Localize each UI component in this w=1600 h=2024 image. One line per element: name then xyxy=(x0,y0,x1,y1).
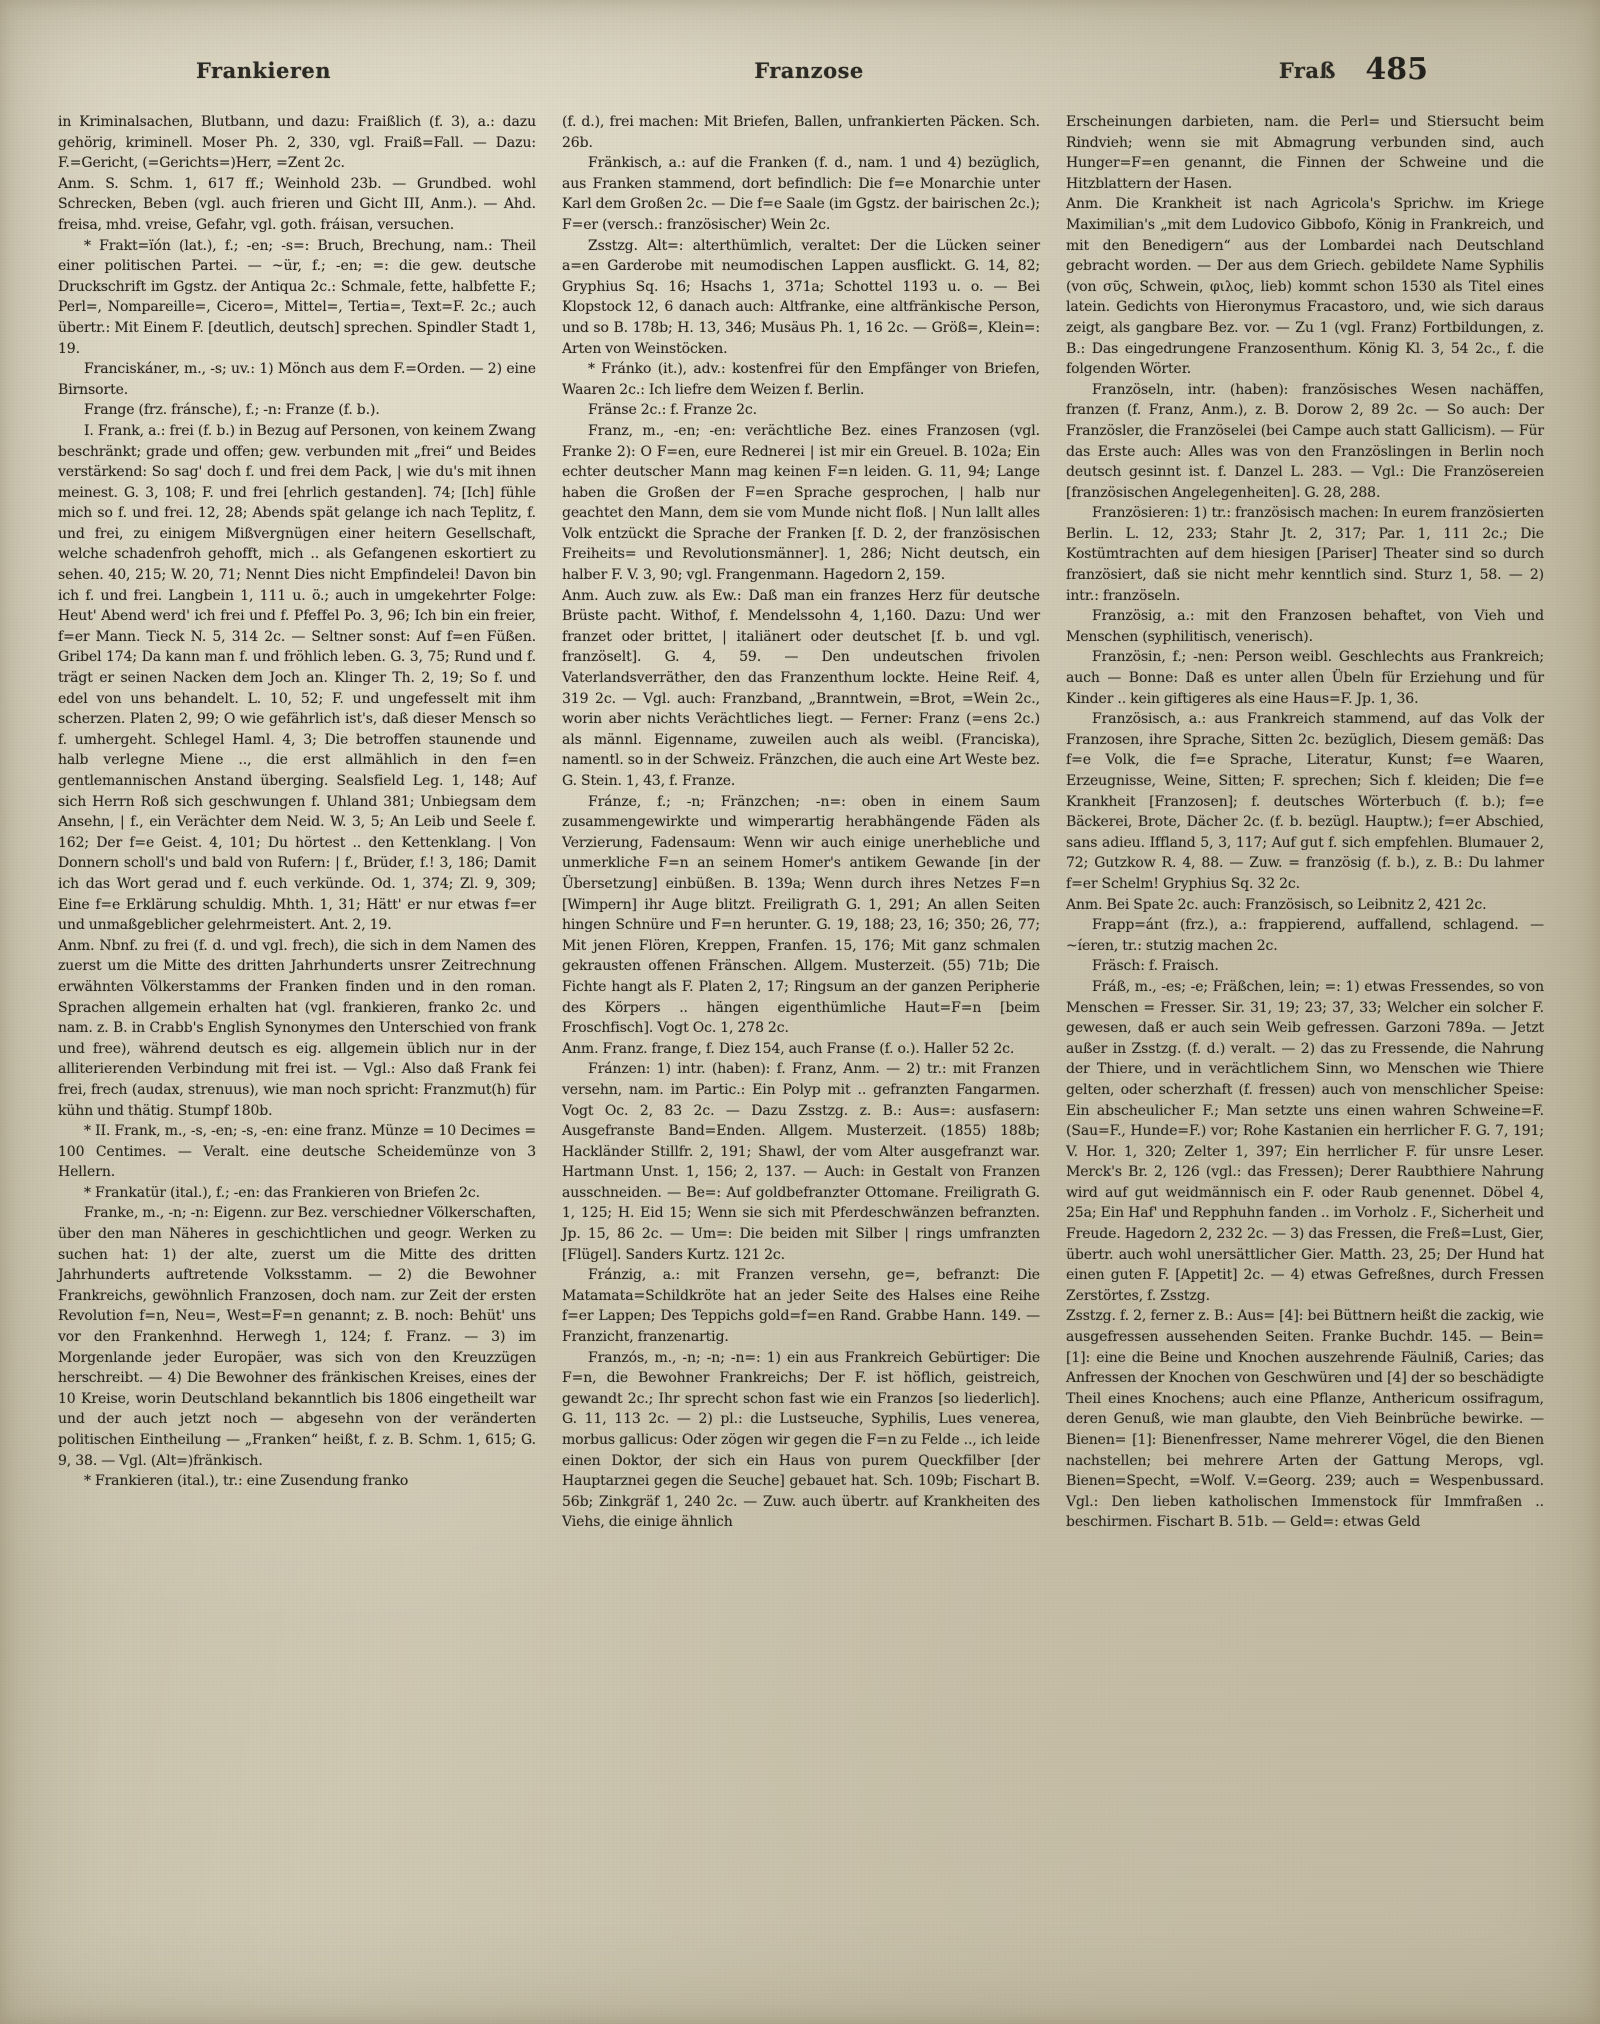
page-number: 485 xyxy=(1365,52,1428,87)
paragraph-note: Anm. S. Schm. 1, 617 ff.; Weinhold 23b. — Grundbed. wohl Schrecken, Beben (vgl. auch frieren und Gicht III, Anm.). — Ahd. freisa, mhd. vreise, Gefahr, vgl. goth. fráisan, versuchen. xyxy=(58,175,536,233)
entry-paragraph: Fränse 2c.: f. Franze 2c. xyxy=(588,402,758,419)
paragraph-note: Anm. Die Krankheit ist nach Agricola's Sprichw. im Kriege Maximilian's „mit dem Ludovico Gibbofo, König in Frankreich, und mit den Benedigern“ aus der Lombardei nach Deutschland gebracht worden. — Der aus dem Griech. gebildete Name Syphilis (von σῦς, Schwein, φιλος, lieb) kommt schon 1530 als Titel eines latein. Gedichts von Hieronymus Fracastoro, und, wie sich daraus zeigt, als gangbare Bez. vor. — Zu 1 (vgl. Franz) Fortbildungen, z. B.: Das eingedrungene Franzosenthum. König Kl. 3, 54 2c., f. die folgenden Wörter. xyxy=(1066,196,1544,378)
paragraph-note: Zsstzg. f. 2, ferner z. B.: Aus= [4]: bei Büttnern heißt die zackig, wie ausgefressen aussehenden Seiten. Franke Buchdr. 145. — Bein= [1]: eine die Beine und Knochen auszehrende Fäulniß, Caries; das Anfressen der Knochen von Geschwüren und [4] der so beschädigte Theil eines Knochens; auch eine Pflanze, Anthericum ossifragum, deren Genuß, wie man glaubte, den Vieh Beinbrüche bewirke. — Bienen= [1]: Bienenfresser, Name mehrerer Vögel, die den Bienen nachstellen; bei mehrere Arten der Gattung Merops, vgl. Bienen=Specht, =Wolf. V.=Georg. 239; auch = Wespenbussard. Vgl.: Den lieben katholischen Immenstock für Immfraßen .. beschirmen. Fischart B. 51b. — Geld=: etwas Geld xyxy=(1066,1308,1544,1531)
entry-paragraph: Fránzig, a.: mit Franzen versehn, ge=, befranzt: Die Matamata=Schildkröte hat an jeder Seite des Halses eine Reihe f=er Lappen; Des Teppichs gold=f=en Rand. Grabbe Hann. 149. — Franzicht, franzenartig. xyxy=(562,1267,1040,1346)
entry-paragraph: * Frankatür (ital.), f.; -en: das Frankieren von Briefen 2c. xyxy=(84,1184,480,1201)
entry-paragraph: Frange (frz. fránsche), f.; -n: Franze (f. b.). xyxy=(84,402,380,419)
entry-paragraph: * Frankieren (ital.), tr.: eine Zusendung franko xyxy=(84,1473,409,1490)
paragraph: in Kriminalsachen, Blutbann, und dazu: Fraißlich (f. 3), a.: dazu gehörig, kriminell. Moser Ph. 2, 330, vgl. Fraiß=Fall. — Dazu: F.=Gericht, (=Gerichts=)Herr, =Zent 2c. xyxy=(58,114,536,172)
entry-paragraph: * Fránko (it.), adv.: kostenfrei für den Empfänger von Briefen, Waaren 2c.: Ich liefre dem Weizen f. Berlin. xyxy=(562,361,1040,398)
text-columns xyxy=(30,112,1570,1988)
entry-paragraph: Franzós, m., -n; -n; -n=: 1) ein aus Frankreich Gebürtiger: Die F=n, die Bewohner Frankreichs; Der F. ist höflich, geistreich, gewandt 2c.; Ihr sprecht schon fast wie ein Franzos [so liederlich]. G. 11, 113 2c. — 2) pl.: die Lustseuche, Syphilis, Lues venerea, morbus gallicus: Oder zögen wir gegen die F=n zu Felde .., ich leide einen Doktor, der sich ein Haus von purem Queckfilber [der Hauptarznei gegen die Seuche] gebauet hat. Sch. 109b; Fischart B. 56b; Zinkgräf 1, 240 2c. — Zuw. auch übertr. auf Krankheiten des Viehs, die einige ähnlich xyxy=(562,1349,1040,1531)
entry-paragraph: Französeln, intr. (haben): französisches Wesen nachäffen, franzen (f. Franz, Anm.), z. B. Dorow 2, 89 2c. — So auch: Der Französler, die Französelei (bei Campe auch statt Gallicism). — Für das Erste auch: Alles was von den Französlingen in Berlin noch deutsch gesinnt ist. f. Danzel L. 283. — Vgl.: Die Französereien [französischen Angelegenheiten]. G. 28, 288. xyxy=(1066,381,1544,501)
entry-paragraph: Französin, f.; -nen: Person weibl. Geschlechts aus Frankreich; auch — Bonne: Daß es unter allen Übeln für Erziehung und für Kinder .. kein giftigeres als eine Haus=F. Jp. 1, 36. xyxy=(1066,649,1544,707)
paragraph-note: Anm. Nbnf. zu frei (f. d. und vgl. frech), die sich in dem Namen des zuerst um die Mitte des dritten Jahrhunderts unsrer Zeitrechnung erwähnten Völkerstamms der Franken finden und in den roman. Sprachen allgemein erhalten hat (vgl. frankieren, franko 2c. und nam. z. B. in Crabb's English Synonymes den Unterschied von frank und free), während deutsch es eig. allgemein üblich nur in der alliterierenden Verbindung mit frei ist. — Vgl.: Also daß Frank fei frei, frech (audax, strenuus), wie man noch spricht: Franzmut(h) für kühn und thätig. Stumpf 180b. xyxy=(58,937,536,1119)
paragraph: Erscheinungen darbieten, nam. die Perl= und Stiersucht beim Rindvieh; wenn sie mit Abmagrung verbunden sind, auch Hunger=F=en genannt, die Finnen der Schweine und die Hitzblattern der Hasen. xyxy=(1066,114,1544,192)
entry-paragraph: Fráß, m., -es; -e; Fräßchen, lein; =: 1) etwas Fressendes, so von Menschen = Fresser. Sir. 31, 19; 23; 37, 33; Welcher ein solcher F. gewesen, daß er auch sein Weib gefressen. Garzoni 789a. — Jetzt außer in Zsstzg. (f. d.) veralt. — 2) das zu Fressende, die Nahrung der Thiere, und in verächtlichem Sinn, wo Menschen wie Thiere gelten, oder scherzhaft (f. fressen) auch von menschlicher Speise: Ein abscheulicher F.; Man setzte uns einen wahren Schweine=F. (Sau=F., Hunde=F.) vor; Rohe Kastanien ein herrlicher F. G. 7, 191; V. Hor. 1, 320; Zelter 1, 397; Ein herrlicher F. für unsre Leser. Merck's Br. 2, 126 (vgl.: das Fressen); Derer Raubthiere Nahrung wird auf gut weidmännisch ein F. oder Raub genennet. Döbel 4, 25a; Ein Haf' und Repphuhn fanden .. im Vorholz . F., Sicherheit und Freude. Hagedorn 2, 232 2c. — 3) das Fressen, die Freß=Lust, Gier, übertr. auch wohl unersättlicher Gier. Matth. 23, 25; Der Hund hat einen guten F. [Appetit] 2c. — 4) etwas Gefreßnes, durch Fressen Zerstörtes, f. Zsstzg. xyxy=(1066,978,1544,1304)
entry-paragraph: Zsstzg. Alt=: alterthümlich, veraltet: Der die Lücken seiner a=en Garderobe mit neumodischen Lappen ausflickt. G. 14, 82; Gryphius Sq. 16; Hsachs 1, 371a; Schottel 1193 u. o. — Bei Klopstock 12, 6 danach auch: Altfranke, eine altfränkische Person, und so B. 178b; H. 13, 346; Musäus Ph. 1, 16 2c. — Größ=, Klein=: Arten von Weinstöcken. xyxy=(562,237,1040,357)
paragraph-note: Anm. Auch zuw. als Ew.: Daß man ein franzes Herz für deutsche Brüste pacht. Withof, f. Mendelssohn 4, 1,160. Dazu: Und wer franzet oder brittet, | italiänert oder deutschet [f. b. und vgl. französelt]. G. 4, 59. — Den undeutschen frivolen Vaterlandsverräther, den das Franzenthum lockte. Heine Reif. 4, 319 2c. — Vgl. auch: Franzband, „Branntwein, =Brot, =Wein 2c., worin aber nichts Verächtliches liegt. — Ferner: Franz (=ens 2c.) als männl. Eigenname, zuweilen auch als weibl. (Franciska), namentl. so in der Schweiz. Fränzchen, die auch eine Art Weste bez. G. Stein. 1, 43, f. Franze. xyxy=(562,587,1040,789)
paragraph: (f. d.), frei machen: Mit Briefen, Ballen, unfrankierten Päcken. Sch. 26b. xyxy=(562,114,1040,151)
entry-paragraph: Französieren: 1) tr.: französisch machen: In eurem französierten Berlin. L. 12, 233; Stahr Jt. 2, 317; Par. 1, 111 2c.; Die Kostümtrachten auf dem hiesigen [Pariser] Theater sind so durch französiert, daß sie nicht mehr kenntlich sind. Sturz 1, 58. — 2) intr.: französeln. xyxy=(1066,505,1544,604)
entry-paragraph: Französisch, a.: aus Frankreich stammend, auf das Volk der Franzosen, ihre Sprache, Sitten 2c. bezüglich, Diesem gemäß: Das f=e Volk, die f=e Sprache, Literatur, Kunst; f=e Waaren, Erzeugnisse, Weine, Sitten; F. sprechen; Sich f. kleiden; Die f=e Krankheit [Franzosen]; f. deutsches Wörterbuch (f. b.); f=e Bäckerei, Brote, Dächer 2c. (f. b. bezügl. Hauptw.); f=er Abschied, sans adieu. Iffland 5, 3, 117; Auf gut f. sich empfehlen. Blumauer 2, 72; Gutzkow R. 4, 88. — Zuw. = französig (f. b.), z. B.: Du lahmer f=er Schelm! Gryphius Sq. 32 2c. xyxy=(1066,711,1544,892)
column-3 xyxy=(1053,112,1570,1988)
entry-paragraph: * Frakt=ïón (lat.), f.; -en; -s=: Bruch, Brechung, nam.: Theil einer politischen Partei. — ~ür, f.; -en; =: die gew. deutsche Druckschrift im Ggstz. der Antiqua 2c.: Schmale, fette, halbfette F.; Perl=, Nompareille=, Cicero=, Mittel=, Tertia=, Text=F. 2c.; auch übertr.: Mit Einem F. [deutlich, deutsch] sprechen. Spindler Stadt 1, 19. xyxy=(58,237,536,357)
entry-paragraph: Französig, a.: mit den Franzosen behaftet, von Vieh und Menschen (syphilitisch, venerisch). xyxy=(1066,608,1544,645)
entry-paragraph: * II. Frank, m., -s, -en; -s, -en: eine franz. Münze = 10 Decimes = 100 Centimes. — Veralt. eine deutsche Scheidemünze von 3 Hellern. xyxy=(58,1123,536,1181)
entry-paragraph: Fränkisch, a.: auf die Franken (f. d., nam. 1 und 4) bezüglich, aus Franken stammend, dort befindlich: Die f=e Monarchie unter Karl dem Großen 2c. — Die f=e Saale (im Ggstz. der bairischen 2c.); F=er (versch.: französischer) Wein 2c. xyxy=(562,155,1040,233)
column-1 xyxy=(30,112,549,1988)
running-header xyxy=(196,52,1428,92)
running-head-right-word: Fraß xyxy=(1278,58,1336,83)
entry-paragraph: I. Frank, a.: frei (f. b.) in Bezug auf Personen, von keinem Zwang beschränkt; grade und offen; gew. verbunden mit „frei“ und Beides verstärkend: So sag' doch f. und frei dem Pack, | wie du's mit ihnen meinest. G. 3, 108; F. und frei [ehrlich gestanden]. 74; [Ich] fühle mich so f. und frei. 12, 28; Abends spät gelange ich nach Teplitz, f. und frei, zu einigem Mißvergnügen einer heitern Gesellschaft, welche schadenfroh gehofft, mich .. als Gefangenen eskortiert zu sehen. 40, 215; W. 20, 71; Nennt Dies nicht Empfindelei! Davon bin ich f. und frei. Langbein 1, 111 u. ö.; auch in umgekehrter Folge: Heut' Abend werd' ich frei und f. Pfeffel Po. 3, 96; Ich bin ein freier, f=er Mann. Tieck N. 5, 314 2c. — Seltner sonst: Auf f=en Füßen. Gribel 174; Da kann man f. und fröhlich leben. G. 3, 75; Rund und f. trägt er seinen Nacken dem Joch an. Klinger Th. 2, 19; So f. und edel von uns behandelt. L. 10, 52; F. und ungefesselt mit ihm scherzen. Platen 2, 99; O wie gefährlich ist's, daß dieser Mensch so f. umhergeht. Schlegel Haml. 4, 3; Die betroffen staunende und halb verlegne Miene .., die erst allmählich in den f=en gentlemannischen Anstand überging. Sealsfield Leg. 1, 148; Auf sich Herrn Roß sich geschwungen f. Uhland 381; Unbiegsam dem Ansehn, | f., ein Verächter dem Neid. W. 3, 5; An Leib und Seele f. 162; Der f=e Geist. 4, 101; Du hörtest .. den Kettenklang. | Von Donnern scholl's und bald von Rufern: | f., Brüder, f.! 3, 186; Damit ich das Wort gerad und f. euch verkünde. Od. 1, 374; Zl. 9, 309; Eine f=e Erklärung schuldig. Mhth. 1, 31; Hätt' er nur etwas f=er und unmaßgeblicher gelehrmeistert. Ant. 2, 19. xyxy=(58,422,536,934)
column-2 xyxy=(549,112,1053,1988)
paragraph-note: Anm. Bei Spate 2c. auch: Französisch, so Leibnitz 2, 421 2c. xyxy=(1066,896,1487,913)
entry-paragraph: Franke, m., -n; -n: Eigenn. zur Bez. verschiedner Völkerschaften, über den man Näheres in geschichtlichen und geogr. Werken zu suchen hat: 1) der alte, zuerst um die Mitte des dritten Jahrhunderts auftretende Volksstamm. — 2) die Bewohner Frankreichs, gewöhnlich Franzosen, doch nam. zur Zeit der ersten Revolution f=n, Neu=, West=F=n genannt; z. B. noch: Behüt' uns vor den Frankenhnd. Herwegh 1, 124; f. Franz. — 3) im Morgenlande jeder Europäer, was sich von den Kreuzzügen herschreibt. — 4) Die Bewohner des fränkischen Kreises, eines der 10 Kreise, worin Deutschland bekanntlich bis 1806 eingetheilt war und der auch jetzt noch — abgesehn von der veränderten politischen Eintheilung — „Franken“ heißt, f. z. B. Schm. 1, 615; G. 9, 38. — Vgl. (Alt=)fränkisch. xyxy=(58,1205,536,1469)
entry-paragraph: Fräsch: f. Fraisch. xyxy=(1092,958,1219,975)
entry-paragraph: Franciskáner, m., -s; uv.: 1) Mönch aus dem F.=Orden. — 2) eine Birnsorte. xyxy=(58,361,536,398)
entry-paragraph: Fránzen: 1) intr. (haben): f. Franz, Anm. — 2) tr.: mit Franzen versehn, nam. im Partic.: Ein Polyp mit .. gefranzten Fangarmen. Vogt Oc. 2, 83 2c. — Dazu Zsstzg. z. B.: Aus=: ausfasern: Ausgefranste Band=Enden. Allgem. Musterzeit. (1855) 188b; Hackländer Stillfr. 2, 191; Shawl, der vom Alter ausgefranzt war. Hartmann Unst. 1, 156; 2, 137. — Auch: in Gestalt von Franzen ausschneiden. — Be=: Auf goldbefranzter Ottomane. Freiligrath G. 1, 125; H. Eid 15; Wenn sie sich mit Pferdeschwänzen befranzten. Jp. 15, 86 2c. — Um=: Die beiden mit Silber | rings umfranzten [Flügel]. Sanders Kurtz. 121 2c. xyxy=(562,1061,1040,1263)
running-head-center: Franzose xyxy=(754,58,864,83)
entry-paragraph: Frapp=ánt (frz.), a.: frappierend, auffallend, schlagend. — ~íeren, tr.: stutzig machen 2c. xyxy=(1066,917,1544,954)
running-head-left: Frankieren xyxy=(196,58,332,83)
paragraph-note: Anm. Franz. frange, f. Diez 154, auch Franse (f. o.). Haller 52 2c. xyxy=(562,1040,1015,1057)
entry-paragraph: Fránze, f.; -n; Fränzchen; -n=: oben in einem Saum zusammengewirkte und wimperartig herabhängende Fäden als Verzierung, Fadensaum: Wenn wir auch einige unerhebliche und unmerkliche F=n an seinem Homer's antikem Gewande [in der Übersetzung] einbüßen. B. 139a; Wenn durch ihres Netzes F=n [Wimpern] ihr Auge blitzt. Freiligrath G. 1, 291; An allen Seiten hingen Schnüre und F=n herunter. G. 19, 188; 23, 16; 350; 26, 77; Mit jenen Flören, Kreppen, Franfen. 15, 176; Mit ganz schmalen gekrausten offenen Fränschen. Allgem. Musterzeit. (55) 71b; Die Fichte hangt als F. Platen 2, 17; Ringsum an der ganzen Peripherie des Körpers .. hängen eigenthümliche Haut=F=n [beim Froschfisch]. Vogt Oc. 1, 278 2c. xyxy=(562,793,1040,1037)
entry-paragraph: Franz, m., -en; -en: verächtliche Bez. eines Franzosen (vgl. Franke 2): O F=en, eure Rednerei | ist mir ein Greuel. B. 102a; Ein echter deutscher Mann mag keinen F=n leiden. G. 11, 94; Lange haben die Großen der F=en Sprache gesprochen, | halb nur geachtet den Mann, dem sie vom Munde nicht floß. | Nun lallt alles Volk entzückt die Sprache der Franken [f. D. 2, der französischen Freiheits= und Revolutionsmänner]. 1, 286; Nicht deutsch, ein halber F. V. 3, 90; vgl. Frangenmann. Hagedorn 2, 159. xyxy=(562,422,1040,584)
